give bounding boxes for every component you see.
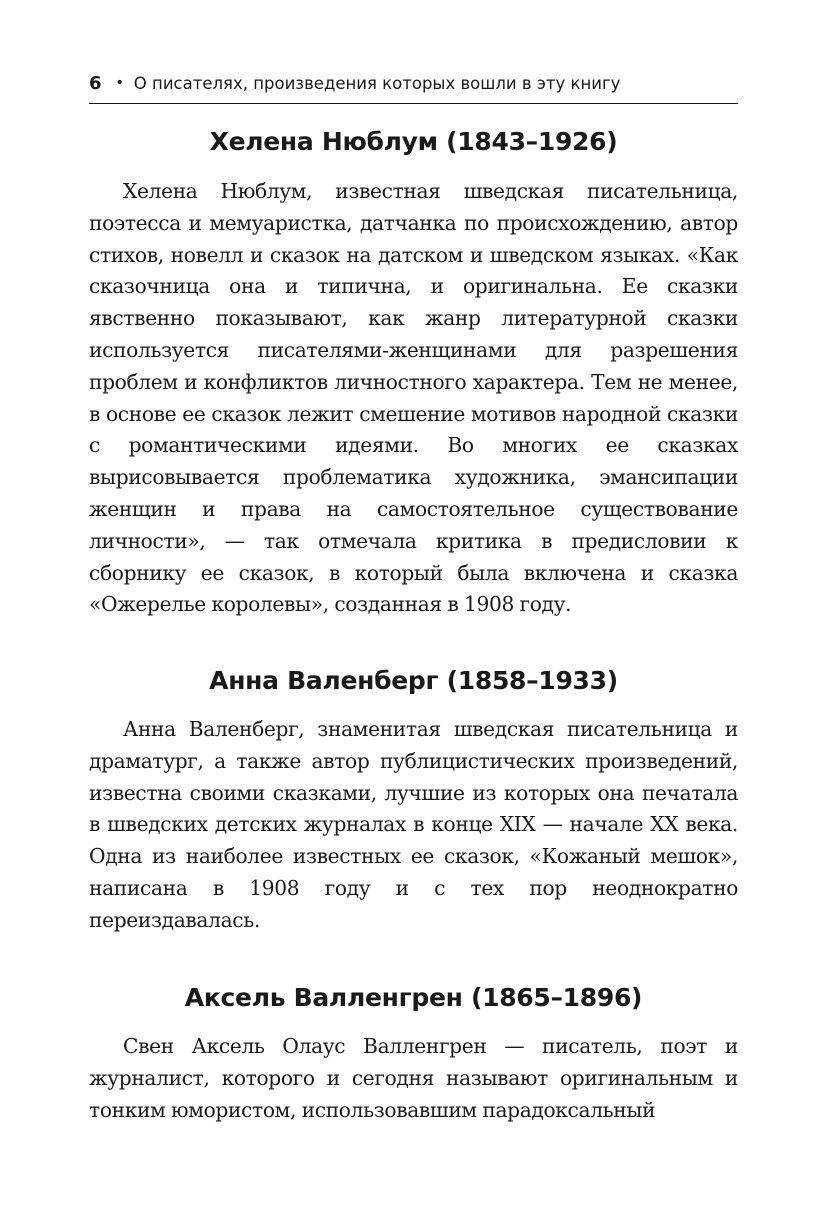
section-body-nyblom: Хелена Нюблум, известная шведская писательница, поэтесса и мемуаристка, датчанка по происхождению, автор стихов, новелл и сказок на датском и шведском языках. «Как сказочница она и типична, и оригинальна. Ее сказки явственно показывают, как жанр литературной сказки используется писателями-женщинами для разрешения проблем и конфликтов личностного характера. Тем не менее, в основе ее сказок лежит смешение мотивов народной сказки с романтическими идеями. Во многих ее сказках вырисовывается проблематика художника, эмансипации женщин и права на самостоятельное существование личности», — так отмечала критика в предисловии к сборнику ее сказок, в который была включена и сказка «Ожерелье королевы», созданная в 1908 году. xyxy=(89,179,738,617)
running-header-title: О писателях, произведения которых вошли в эту книгу xyxy=(133,73,621,93)
section-body-wallengren: Свен Аксель Олаус Валленгрен — писатель, поэт и журналист, которого и сегодня называют оригинальным и тонким юмористом, использовавшим парадоксальный xyxy=(89,1034,738,1122)
running-header xyxy=(89,70,738,96)
section-title-nyblom: Хелена Нюблум (1843–1926) xyxy=(209,127,618,156)
header-bullet: • xyxy=(115,75,124,91)
page-number: 6 xyxy=(89,72,102,94)
section-title-wallengren: Аксель Валленгрен (1865–1896) xyxy=(184,983,643,1012)
section-title-wahlenberg: Анна Валенберг (1858–1933) xyxy=(209,666,618,695)
section-body-wahlenberg: Анна Валенберг, знаменитая шведская писательница и драматург, а также автор публицистических произведений, известна своими сказками, лучшие из которых она печатала в шведских детских журналах в конце XIX — начале XX века. Одна из наиболее известных ее сказок, «Кожаный мешок», написана в 1908 году и с тех пор неоднократно переиздавалась. xyxy=(89,717,738,932)
header-divider xyxy=(89,103,738,104)
